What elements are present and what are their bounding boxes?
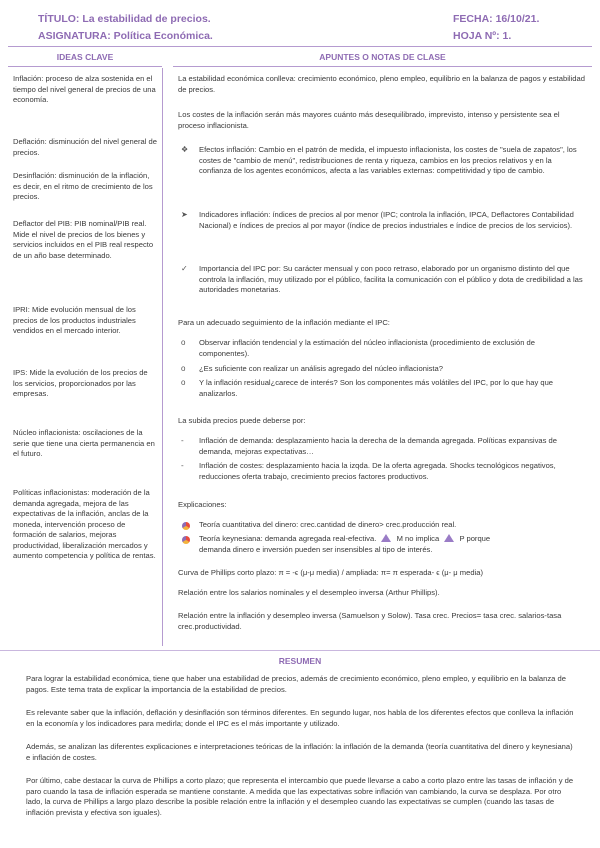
tricolor-bullet-icon bbox=[182, 536, 190, 544]
note-bullet: Importancia del IPC por: Su carácter mensual y con poco retraso, elaborado por un organismo distinto del que controla la inflación, muy utilizado por el público, facilita la comunicación con el público y dota de credibilidad a las autoridades monetarias. bbox=[199, 264, 583, 294]
header bbox=[8, 6, 592, 47]
increase-triangle-icon bbox=[381, 534, 391, 542]
idea-item: Núcleo inflacionista: oscilaciones de la serie que tiene una cierta permanencia en el futuro. bbox=[13, 428, 155, 458]
note-subitem bbox=[199, 534, 586, 555]
note-paragraph: Para un adecuado seguimiento de la inflación mediante el IPC: bbox=[178, 318, 390, 327]
class-notes-column bbox=[173, 68, 592, 646]
key-ideas-column bbox=[8, 68, 163, 646]
idea-item: Desinflación: disminución de la inflación, es decir, en el ritmo de crecimiento de los precios. bbox=[13, 171, 153, 201]
note-paragraph: Explicaciones: bbox=[178, 500, 227, 509]
note-subitem: Teoría cuantitativa del dinero: crec.cantidad de dinero> crec.producción real. bbox=[199, 520, 457, 529]
summary-paragraph: Por último, cabe destacar la curva de Phillips a corto plazo; que representa el intercambio que puede llevarse a cabo a corto plazo entre las tasas de inflación y de paro cuando la tasa de inflación esperada se mantiene constante. A medida que las expectativas sobre inflación van cambiando, la curva se desplaza. Por otro lado, la curva de Phillips a largo plazo describe la posible relación entre la inflación y el desempleo cuando las expectativas se cumplen (cuando las tasas de inflación prevista y efectiva son iguales). bbox=[26, 776, 574, 817]
summary-paragraph: Para lograr la estabilidad económica, tiene que haber una estabilidad de precios, además de crecimiento económico, pleno empleo, y equilibrio en la balanza de pagos. Este tema trata de explicar la importancia de la estabilidad de precios. bbox=[26, 674, 566, 694]
note-paragraph: Relación entre la inflación y desempleo inversa (Samuelson y Solow). Tasa crec. Precios= tasa crec. salarios-tasa crec.productividad. bbox=[178, 611, 562, 631]
keynesian-text: demanda dinero e inversión pueden ser insensibles al tipo de interés. bbox=[199, 544, 433, 554]
idea-item: Inflación: proceso de alza sostenida en el tiempo del nivel general de precios de una economía. bbox=[13, 74, 156, 104]
increase-triangle-icon bbox=[444, 534, 454, 542]
summary-paragraph: Además, se analizan las diferentes explicaciones e interpretaciones teóricas de la inflación: la inflación de la demanda (teoría cuantitativa del dinero y keynesiana) e inflación de costes. bbox=[26, 742, 573, 762]
note-subitem: ¿Es suficiente con realizar un análisis agregado del núcleo inflacionista? bbox=[199, 364, 443, 373]
circle-bullet-icon: o bbox=[181, 338, 186, 347]
note-paragraph: Relación entre los salarios nominales y el desempleo inversa (Arthur Phillips). bbox=[178, 588, 440, 597]
keynesian-text: M no implica bbox=[396, 534, 440, 543]
check-bullet-icon: ✓ bbox=[181, 264, 188, 273]
subject-field: ASIGNATURA: Política Económica. bbox=[38, 30, 213, 42]
sheet-number-field: HOJA Nº: 1. bbox=[453, 30, 512, 42]
phillips-formula: Curva de Phillips corto plazo: π = -ϵ (μ-μ media) / ampliada: π= π esperada- ϵ (μ- μ media) bbox=[178, 568, 483, 577]
arrow-bullet-icon: ➤ bbox=[181, 210, 188, 219]
ideas-heading: IDEAS CLAVE bbox=[8, 52, 162, 67]
note-subitem: Inflación de costes: desplazamiento hacia la izqda. De la oferta agregada. Shocks tecnológicos negativos, reducciones oferta trabajo, crecimiento precios factores productivos. bbox=[199, 461, 556, 481]
title-field: TÍTULO: La estabilidad de precios. bbox=[38, 13, 211, 25]
circle-bullet-icon: o bbox=[181, 378, 186, 387]
keynesian-text: Teoría keynesiana: demanda agregada real-efectiva. bbox=[199, 534, 377, 543]
note-subitem: Observar inflación tendencial y la estimación del núcleo inflacionista (procedimiento de exclusión de componentes). bbox=[199, 338, 535, 358]
idea-item: Deflación: disminución del nivel general de precios. bbox=[13, 137, 157, 157]
idea-item: IPRI: Mide evolución mensual de los precios de los productos industriales vendidos en el mercado interior. bbox=[13, 305, 136, 335]
note-bullet: Efectos inflación: Cambio en el patrón de medida, el impuesto inflacionista, los costes de "suela de zapatos", los costes de "cambio de menú", redistribuciones de renta y riqueza, cambios en los precios relativos y en la confianza de los agentes económicos, afecta a las variables externas: competitividad y tipo de cambio. bbox=[199, 145, 577, 175]
note-paragraph: La subida precios puede deberse por: bbox=[178, 416, 306, 425]
note-paragraph: Los costes de la inflación serán más mayores cuánto más desequilibrado, imprevisto, intenso y persistente sea el proceso inflacionista. bbox=[178, 110, 560, 130]
summary-paragraph: Es relevante saber que la inflación, deflación y desinflación son términos diferentes. En segundo lugar, nos habla de los diferentes efectos que conlleva la inflación en la economía y los indicadores para medirla; donde el IPC es el más importante y utilizado. bbox=[26, 708, 574, 728]
tricolor-bullet-icon bbox=[182, 522, 190, 530]
date-field: FECHA: 16/10/21. bbox=[453, 13, 540, 25]
note-paragraph: La estabilidad económica conlleva: crecimiento económico, pleno empleo, equilibrio en la balanza de pagos y estabilidad de precios. bbox=[178, 74, 585, 94]
notes-columns bbox=[8, 52, 592, 646]
diamond-bullet-icon: ❖ bbox=[181, 145, 189, 154]
idea-item: Deflactor del PIB: PIB nominal/PIB real. Mide el nivel de precios de los bienes y servicios incluidos en el PIB real respecto de un año base determinado. bbox=[13, 219, 154, 260]
note-subitem: Y la inflación residual¿carece de interés? Son los componentes más volátiles del IPC, por lo que hay que analizarlos. bbox=[199, 378, 554, 398]
dash-bullet-icon: - bbox=[181, 436, 184, 445]
summary-heading: RESUMEN bbox=[278, 656, 322, 666]
circle-bullet-icon: o bbox=[181, 364, 186, 373]
dash-bullet-icon: - bbox=[181, 461, 184, 470]
idea-item: IPS: Mide la evolución de los precios de los servicios, proporcionados por las empresas. bbox=[13, 368, 148, 398]
note-bullet: Indicadores inflación: índices de precios al por menor (IPC; controla la inflación, IPCA, Deflactores Contabilidad Nacional) e índices de precios al por mayor (índice de precios industriales e índice de precios de los servicios). bbox=[199, 210, 574, 230]
idea-item: Políticas inflacionistas: moderación de la demanda agregada, mejora de las expectativas de la inflación, anclas de la moneda, intervención proceso de formación de salarios, mejoras productividad, liberalización mercados y aumento competencia y política de rentas. bbox=[13, 488, 156, 560]
keynesian-text: P porque bbox=[459, 534, 491, 543]
section-divider bbox=[0, 650, 600, 651]
note-subitem: Inflación de demanda: desplazamiento hacia la derecha de la demanda agregada. Políticas expansivas de demanda, mejoras expectativas… bbox=[199, 436, 557, 456]
notes-heading: APUNTES O NOTAS DE CLASE bbox=[173, 52, 592, 67]
